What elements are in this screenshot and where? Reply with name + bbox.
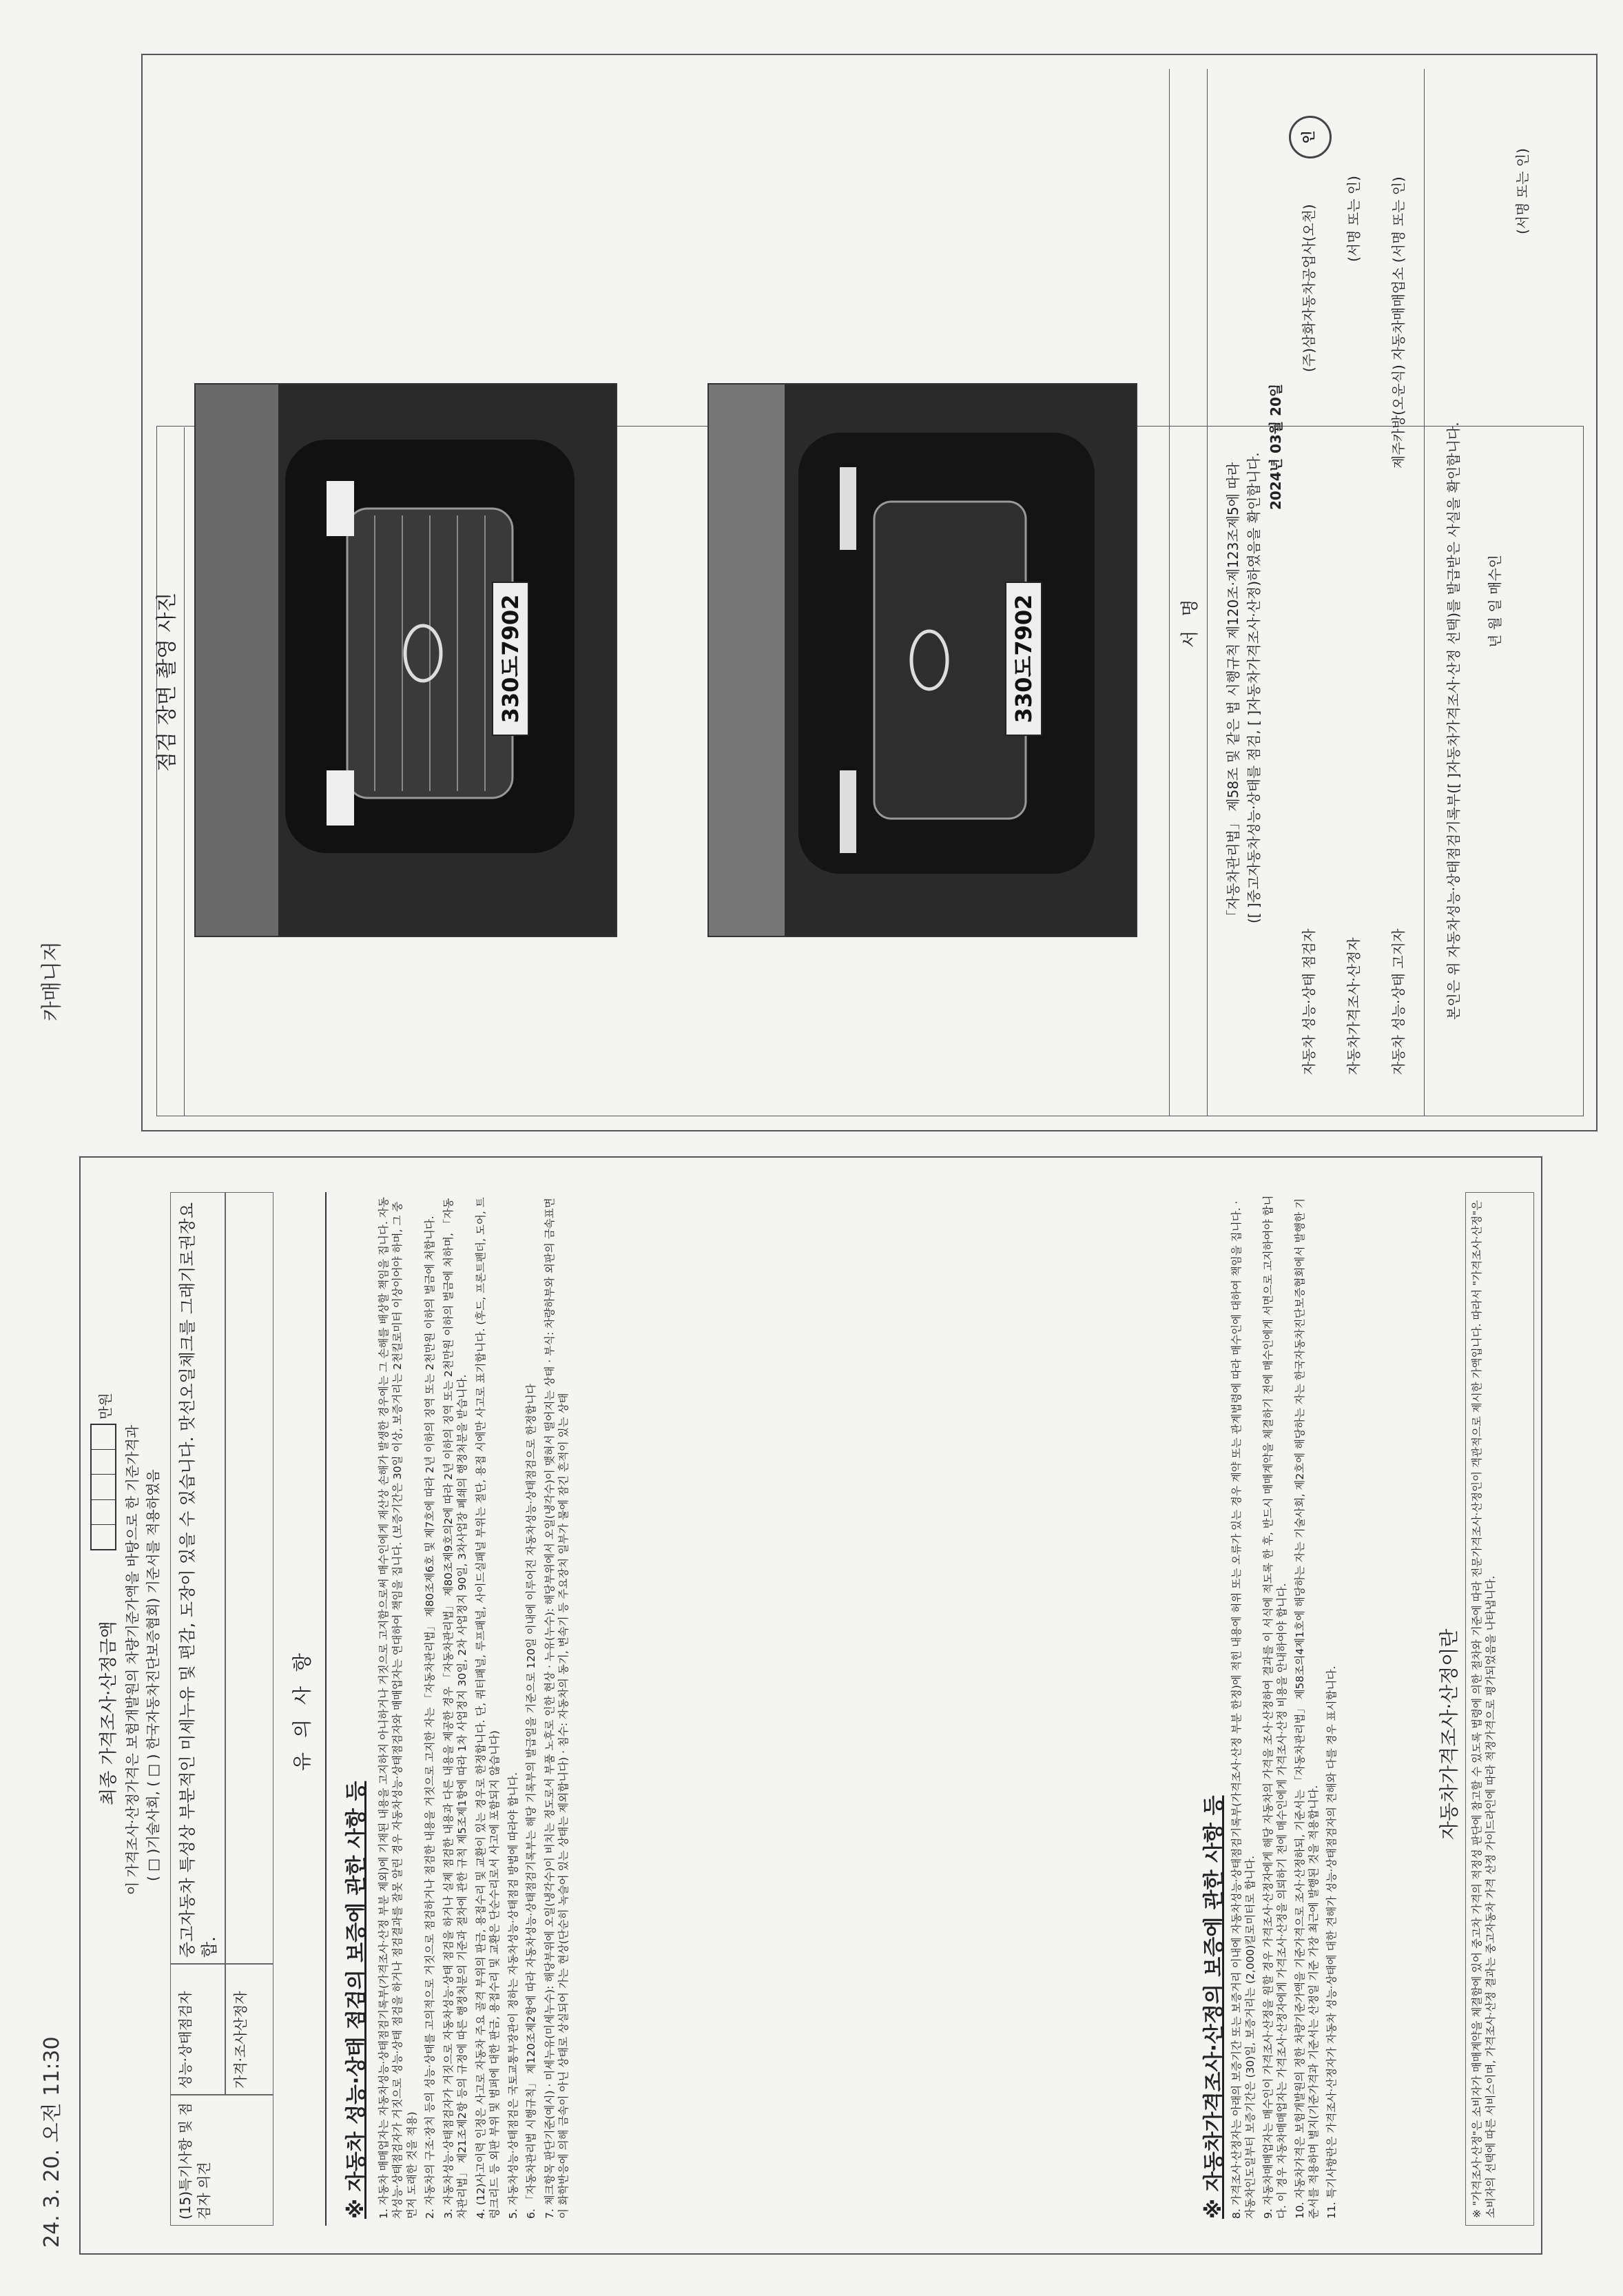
appraiser-sign: (서명 또는 인) xyxy=(1345,176,1362,262)
section3-box xyxy=(1465,1192,1534,2226)
inspector-opinion: 중고자동차 특성상 부분적인 미세누유 및 편감, 도장이 있을 수 있습니다. 맛선오일체크를 그래기로권장요합. xyxy=(170,1192,225,1964)
photo-title-divider xyxy=(184,427,185,1116)
confirm-text: 본인은 위 자동차성능·상태점검기록부([ ]자동차가격조사·산정 선택)를 발급받은 사실을 확인합니다. xyxy=(1445,422,1462,1020)
section2-title: ※ 자동차가격조사·산정의 보증에 관한 사항 등 xyxy=(1202,1795,1226,2219)
notifier-name: 제주카방(오운식) 자동차매매업소 (서명 또는 인) xyxy=(1390,176,1407,469)
section2-item: 11. 특기사항란은 가격조사·산정자가 자동차 성능·상태에 대한 견해가 성능·상태점검자의 견해와 다를 경우 표시합니다. xyxy=(1325,1665,1338,2219)
final-price-unit: 만원 xyxy=(97,1393,114,1419)
section1-items xyxy=(377,1192,575,2219)
signature-text-2: ([ ]중고자동차성능·상태를 점검, [ ]자동차가격조사·산정)하였음을 확인합니다. xyxy=(1245,452,1262,923)
section2-item: 9. 자동차매매업자는 매수인이 가격조사·산정을 원할 경우 가격조사·산정자에게 해당 자동차의 가격을 조사·산정하여 결과를 이 서식에 적도록 한 후, 반드시 매매계약을 체결하기 전에 매수인에게 서면으로 고지하여야 합니다. 이 경우 자동차매매업자는 가격조사·산정자에게 가격조사·산정을 의뢰하기 전에 매수인에게 가격조사·산정 비용을 안내하여야 합니다. xyxy=(1261,1195,1289,2219)
notifier-label: 자동차 성능·상태 고지자 xyxy=(1390,928,1407,1075)
car-front-photo-graphic xyxy=(196,385,616,936)
inspector-row-label: 성능·상태점검자 xyxy=(170,1964,225,2095)
print-timestamp: 24. 3. 20. 오전 11:30 xyxy=(40,2036,64,2248)
license-plate-1: 330도7902 xyxy=(492,582,529,736)
appraiser-opinion xyxy=(225,1192,273,1964)
section3-title: 자동차가격조사·산정이란 xyxy=(1438,1628,1460,1840)
section1-item: 5. 자동차성능·상태점검은 국토교통부장관이 정하는 자동차성능·상태점검 방법에 따라야 합니다. xyxy=(506,1772,519,2219)
section2-item: 10. 자동차가격은 보험개발원의 정한 차량기준가액을 기준가격으로 조사·산정하되, 기준서는 「자동차관리법」 제58조의4제1호에 해당하는 자는 기술사회, 제2호에 해당하는 자는 한국자동차진단보증협회에서 발행한 기준서를 적용하며 별지(기준가격과 기준서는 산정일 기준 가장 최근에 발행된 것을 적용합니다. xyxy=(1293,1198,1321,2219)
appraiser-label: 자동차가격조사·산정자 xyxy=(1345,937,1362,1075)
section2-items xyxy=(1230,1192,1342,2219)
photo-signature-page xyxy=(141,54,1598,1131)
appraiser-row-label: 가격·조사산정자 xyxy=(225,1964,273,2095)
notice-title: 유 의 사 항 xyxy=(291,1649,313,1771)
section1-item: 7. 체크항목 판단기준(예시) · 미세누유(미세누수): 해당부위에 오일(냉각수)이 비치는 정도로서 부품 노후로 인한 현상 · 누유(누수): 해당부위에서 오일(냉각수)이 맺혀서 떨어지는 상태 · 부식: 차량하부와 외판의 금속표면이 화학반응에 의해 금속이 아닌 상태로 상실되어 가는 현상(단순히 녹슬어 있는 상태는 제외합니다) · 침수: 자동차의 동기, 변속기 등 주요장치 일부가 물에 잠긴 흔적이 있는 상태 xyxy=(543,1198,570,2219)
final-price-note-2: ( □ )기술사회, ( □ ) 한국자동차진단보증협회) 기준서를 적용하였음 xyxy=(145,1469,161,1881)
inspector-label: 자동차 성능·상태 점검자 xyxy=(1301,928,1317,1075)
section1-item: 6. 「자동차관리법 시행규칙」 제120조제2항에 따라 자동차성능·상태점검기록부는 해당 기록부의 발급일을 기준으로 120일 이내에 이루어진 자동차성능·상태점검으로 한정합니다 xyxy=(525,1384,538,2219)
photo-section-title: 점검 장면 촬영 사진 xyxy=(155,592,179,772)
signature-title-divider xyxy=(1207,69,1208,1116)
section1-item: 2. 자동차의 구조·장치 등의 성능·상태를 고의적으로 거짓으로 점검하거나 점검한 내용을 거짓으로 고지한 자는 「자동차관리법」 제80조제6호 및 제7호에 따라 2년 이하의 징역 또는 2천만원 이하의 벌금에 처합니다. xyxy=(424,1216,437,2219)
final-price-note: 이 가격조사·산정가격은 보험개발원의 차량기준가액을 바탕으로 한 기준가격과 xyxy=(124,1424,141,1895)
special-notes-label: (15)특기사항 및 점검자 의견 xyxy=(170,2095,273,2226)
signature-date: 2024년 03월 20일 xyxy=(1268,383,1284,510)
confirm-date: 년 월 일 매수인 xyxy=(1487,555,1503,648)
notice-form-page xyxy=(79,1156,1542,2255)
signature-section-title: 서 명 xyxy=(1180,595,1201,648)
site-name: 카매니저 xyxy=(40,941,64,1021)
confirm-divider xyxy=(1424,69,1425,1116)
company-seal-stamp: 인 xyxy=(1289,116,1332,158)
section1-item: 3. 자동차성능·상태점검자가 거짓으로 자동차성능·상태 점검을 하거나 실제 점검한 내용과 다른 내용을 제공한 경우 「자동차관리법」 제80조제9호의2에 따라 2년 이하의 징역 또는 2천만원 이하의 벌금에 처하며, 「자동차관리법」 제21조제2항 등의 규정에 따른 행정처분의 기준과 절차에 관한 규칙 제5조제1항에 따라 1차 사업정지 30일, 2차 사업정지 90일, 3차사업장 폐쇄의 행정처분을 받습니다. xyxy=(442,1198,469,2219)
inspection-photo-front-2 xyxy=(707,383,1137,937)
inspection-photo-front xyxy=(194,383,617,937)
section1-item: 1. 자동차 매매업자는 자동차성능·상태점검기록부(가격조사·산정 부분 제외)에 기재된 내용을 고지하지 아니하거나 거짓으로 고지함으로써 매수인에게 재산상 손해가 발생한 경우에는 그 손해를 배상할 책임을 집니다. 자동차성능·상태점검자가 거짓으로 성능·상태 점검을 하거나 점검결과를 잘못 알린 경우 자동차성능·상태점검자와 매매업자는 연대하여 책임을 집니다. (보증기간은 30일 이상, 보증거리는 2천킬로미터 이상이어야 하며, 그 중 먼저 도래한 것을 적용) xyxy=(378,1197,418,2219)
confirm-sign: (서명 또는 인) xyxy=(1514,148,1531,234)
license-plate-2: 330도7902 xyxy=(1005,582,1042,736)
car-front-photo-graphic-2 xyxy=(709,385,1136,936)
section1-title: ※ 자동차 성능·상태 점검의 보증에 관한 사항 등 xyxy=(344,1781,369,2219)
final-price-boxes xyxy=(90,1424,116,1550)
section2-item: 8. 가격조사·산정자는 아래의 보증기간 또는 보증거리 이내에 자동차성능·상태점검기록부(가격조사·산정 부분 한정)에 적힌 내용에 허위 또는 오류가 있는 경우 계약 또는 관계법령에 따라 매수인에 대하여 책임을 집니다. · 자동차인도일부터 보증기간은 (30)일, 보증거리는 (2,000)킬로미터로 합니다. xyxy=(1230,1200,1257,2219)
notice-divider xyxy=(325,1192,327,2226)
signature-divider xyxy=(1169,69,1170,1116)
inspector-name: (주)삼화자동차공업사(오천) xyxy=(1301,204,1317,372)
section3-text: ※ "가격조사·산정"은 소비자가 매매계약을 체결함에 있어 중고차 가격의 적정성 판단에 참고할 수 있도록 법령에 의한 절차와 기준에 따라 전문가격조사·산정인이 객관적으로 제시한 가액입니다. 따라서 "가격조사·산정"은 소비자의 선택에 따른 서비스이며, 가격조사·산정 결과는 중고자동차 가격 산정 가이드라인에 따라 적정가격으로 평가되었음을 나타냅니다. xyxy=(1471,1200,1498,2218)
section1-item: 4. (12)사고이력 인정은 사고로 자동차 주요 골격 부위의 판금, 용접수리 및 교환이 있는 경우로 한정합니다. 단, 쿼터패널, 루프패널, 사이드실패널 부위는 절단, 용접 시에만 사고로 표기합니다. (후드, 프론트펜더, 도어, 트렁크리드 등 외판 부위 및 범퍼에 대한 판금, 용접수리 및 교환은 단순수리로서 사고에 포함되지 않습니다) xyxy=(474,1197,502,2219)
signature-text-1: 「자동차관리법」 제58조 및 같은 법 시행규칙 제120조·제123조제5에 따라 xyxy=(1225,462,1241,923)
final-price-label: 최종 가격조사·산정금액 xyxy=(99,1621,119,1805)
